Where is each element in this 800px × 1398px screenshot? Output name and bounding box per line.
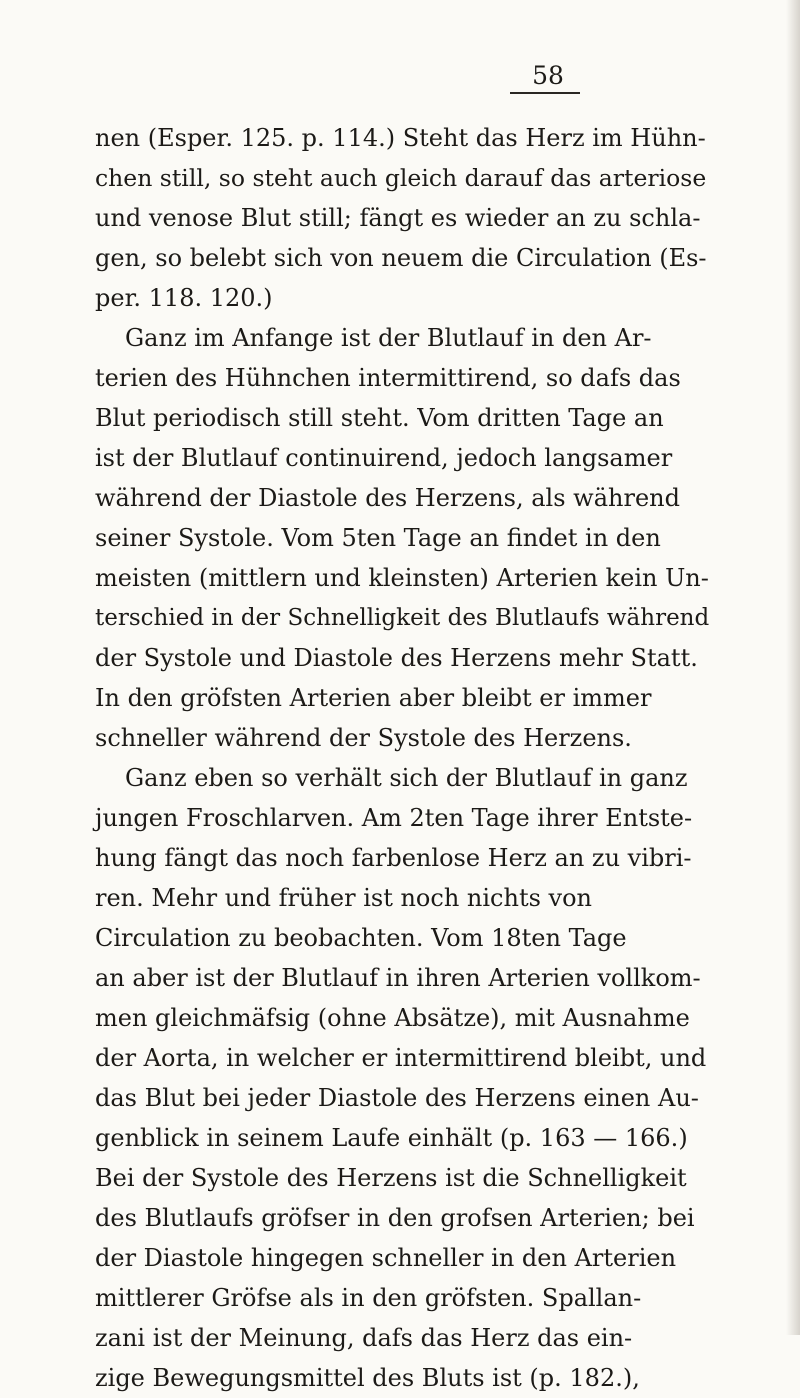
text-line: zige Bewegungsmittel des Bluts ist (p. 182.), bbox=[95, 1364, 640, 1392]
page-number: 58 bbox=[532, 61, 564, 90]
text-line: Ganz im Anfange ist der Blutlauf in den Ar- bbox=[125, 324, 652, 352]
text-line: Circulation zu beobachten. Vom 18ten Tage bbox=[95, 924, 627, 952]
text-line: schneller während der Systole des Herzens. bbox=[95, 724, 632, 752]
text-line: an aber ist der Blutlauf in ihren Arterien vollkom- bbox=[95, 964, 701, 992]
page-edge-shadow bbox=[786, 0, 800, 1335]
text-line: der Systole und Diastole des Herzens mehr Statt. bbox=[95, 644, 698, 672]
text-line: ist der Blutlauf continuirend, jedoch langsamer bbox=[95, 444, 673, 472]
text-line: terien des Hühnchen intermittirend, so dafs das bbox=[95, 364, 681, 392]
text-line: seiner Systole. Vom 5ten Tage an findet in den bbox=[95, 524, 661, 552]
text-line: terschied in der Schnelligkeit des Blutlaufs während bbox=[95, 605, 710, 631]
page-number-rule bbox=[510, 92, 580, 94]
text-line: das Blut bei jeder Diastole des Herzens einen Au- bbox=[95, 1084, 699, 1112]
text-line: In den gröfsten Arterien aber bleibt er immer bbox=[95, 684, 652, 712]
text-line: zani ist der Meinung, dafs das Herz das ein- bbox=[95, 1324, 633, 1352]
text-line: Ganz eben so verhält sich der Blutlauf in ganz bbox=[125, 764, 688, 792]
text-line: Blut periodisch still steht. Vom dritten Tage an bbox=[95, 404, 664, 432]
text-line: ren. Mehr und früher ist noch nichts von bbox=[95, 884, 592, 912]
text-line: gen, so belebt sich von neuem die Circulation (Es- bbox=[95, 244, 707, 272]
text-line: meisten (mittlern und kleinsten) Arterien kein Un- bbox=[95, 564, 709, 592]
text-line: jungen Froschlarven. Am 2ten Tage ihrer Entste- bbox=[95, 804, 693, 832]
text-line: der Diastole hingegen schneller in den Arterien bbox=[95, 1244, 677, 1272]
text-line: nen (Esper. 125. p. 114.) Steht das Herz im Hühn- bbox=[95, 124, 706, 152]
text-line: Bei der Systole des Herzens ist die Schnelligkeit bbox=[95, 1164, 687, 1192]
text-line: mittlerer Gröfse als in den gröfsten. Spallan- bbox=[95, 1284, 642, 1312]
text-line: und venose Blut still; fängt es wieder an zu schla- bbox=[95, 204, 701, 232]
text-line: der Aorta, in welcher er intermittirend bleibt, und bbox=[95, 1044, 707, 1072]
text-line: per. 118. 120.) bbox=[95, 284, 273, 312]
text-line: während der Diastole des Herzens, als während bbox=[95, 484, 680, 512]
text-line: chen still, so steht auch gleich darauf das arteriose bbox=[95, 164, 707, 192]
text-line: hung fängt das noch farbenlose Herz an zu vibri- bbox=[95, 844, 692, 872]
text-line: men gleichmäfsig (ohne Absätze), mit Ausnahme bbox=[95, 1004, 690, 1032]
text-line: des Blutlaufs gröfser in den grofsen Arterien; bei bbox=[95, 1204, 695, 1232]
text-line: genblick in seinem Laufe einhält (p. 163 — 166.) bbox=[95, 1124, 688, 1152]
